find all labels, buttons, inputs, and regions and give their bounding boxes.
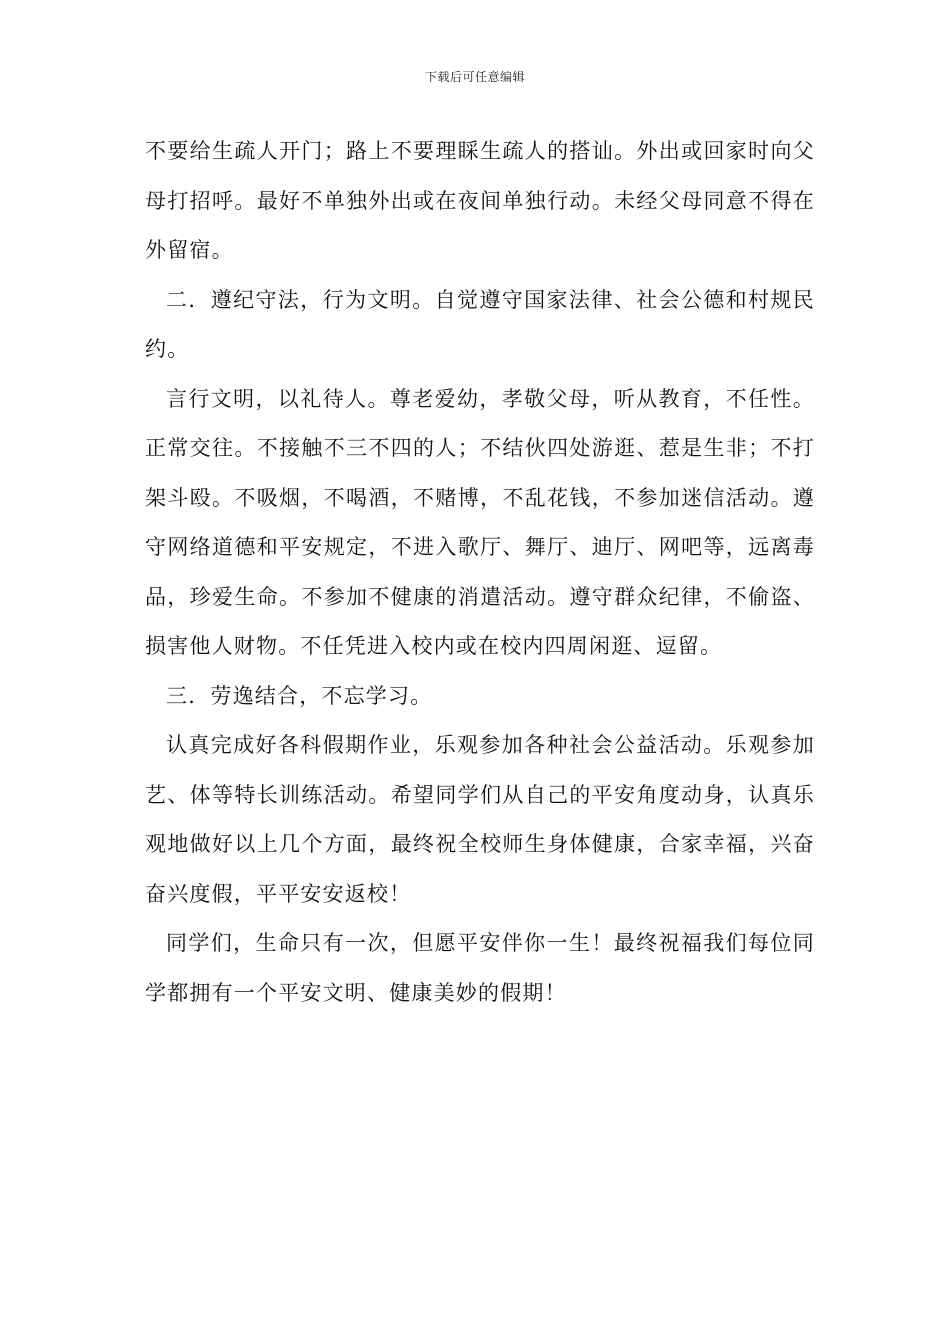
page-header: 下载后可任意编辑 [424, 70, 525, 84]
document-body [145, 127, 815, 1018]
paragraph-civilized-behavior: 言行文明，以礼待人。尊老爱幼，孝敬父母，听从教育，不任性。正常交往。不接触不三不四的人；不结伙四处游逛、惹是生非；不打架斗殴。不吸烟，不喝酒，不赌博，不乱花钱，不参加迷信活动。遵守网络道德和平安规定，不进入歌厅、舞厅、迪厅、网吧等，远离毒品，珍爱生命。不参加不健康的消遣活动。遵守群众纪律，不偷盗、损害他人财物。不任凭进入校内或在校内四周闲逛、逗留。 [145, 386, 815, 658]
paragraph-homework-activities: 认真完成好各科假期作业，乐观参加各种社会公益活动。乐观参加艺、体等特长训练活动。希望同学们从自己的平安角度动身，认真乐观地做好以上几个方面，最终祝全校师生身体健康，合家幸福，兴奋奋兴度假，平平安安返校！ [145, 733, 815, 906]
paragraph-section-two-heading: 二．遵纪守法，行为文明。自觉遵守国家法律、社会公德和村规民约。 [145, 287, 815, 361]
paragraph-closing-wishes: 同学们，生命只有一次，但愿平安伴你一生！最终祝福我们每位同学都拥有一个平安文明、健康美妙的假期！ [145, 931, 815, 1005]
paragraph-section-three-heading: 三．劳逸结合，不忘学习。 [166, 683, 433, 708]
paragraph-safety-at-home: 不要给生疏人开门；路上不要理睬生疏人的搭讪。外出或回家时向父母打招呼。最好不单独外出或在夜间单独行动。未经父母同意不得在外留宿。 [145, 139, 815, 262]
